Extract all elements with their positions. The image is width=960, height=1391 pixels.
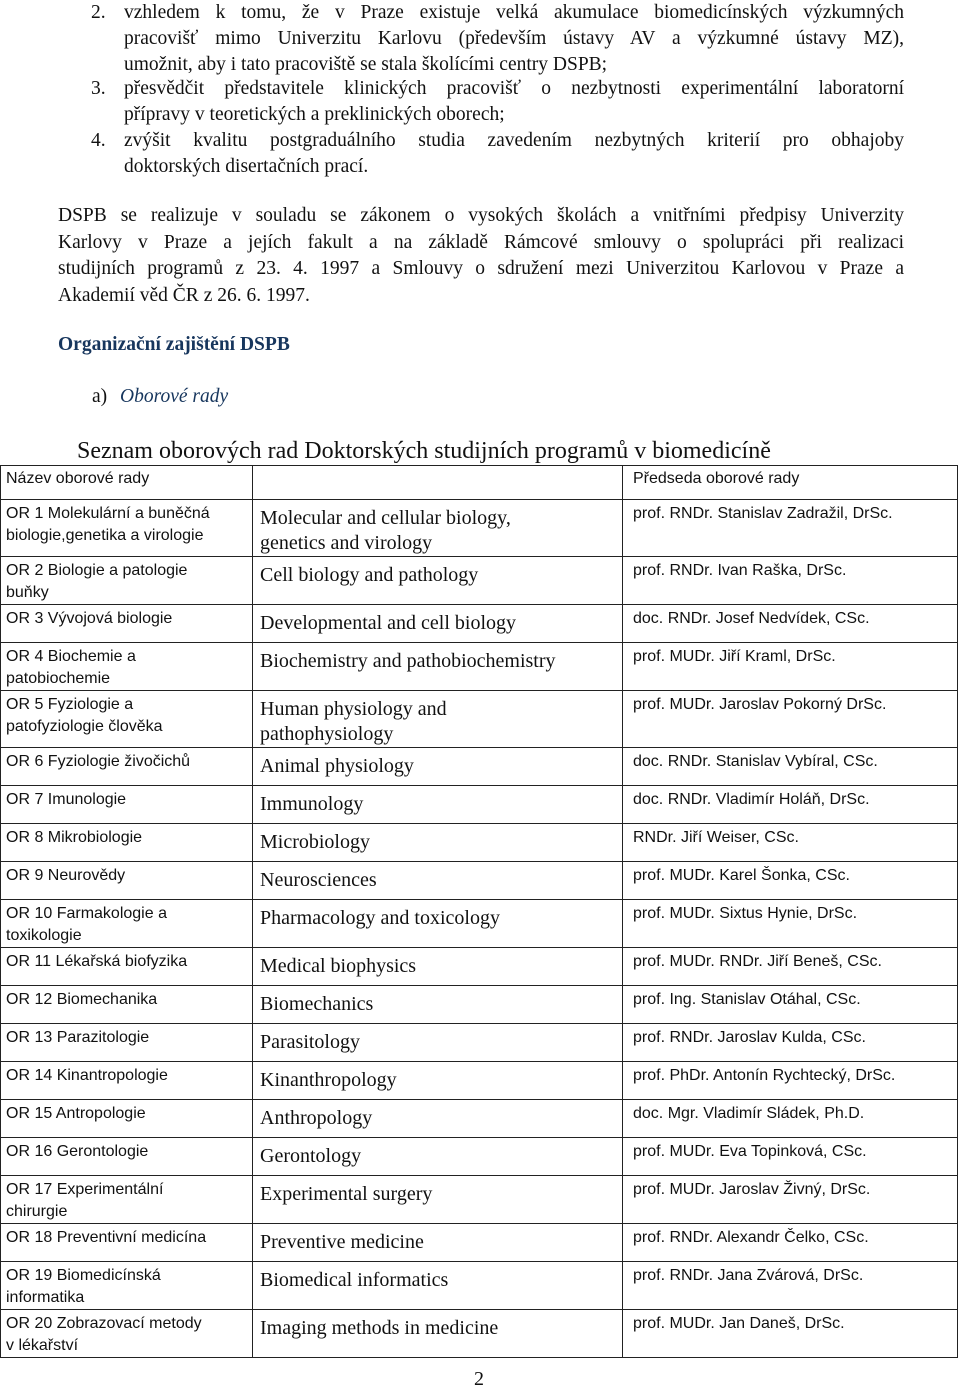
council-name-line: OR 14 Kinantropologie bbox=[6, 1067, 168, 1084]
council-name bbox=[1, 1138, 253, 1176]
council-name-line: OR 12 Biomechanika bbox=[6, 991, 158, 1008]
council-name bbox=[1, 1176, 253, 1224]
body-paragraph bbox=[58, 203, 904, 309]
council-english-name-line: Developmental and cell biology bbox=[260, 612, 517, 634]
text-line: DSPB se realizuje v souladu se zákonem o vysokých školách a vnitřními předpisy Univerzity bbox=[58, 205, 904, 226]
list-item-number: 2. bbox=[91, 2, 106, 23]
council-name bbox=[1, 824, 253, 862]
council-english-name bbox=[253, 1100, 623, 1138]
council-name bbox=[1, 1062, 253, 1100]
council-chair bbox=[623, 1024, 958, 1062]
council-name bbox=[1, 862, 253, 900]
council-chair bbox=[623, 1224, 958, 1262]
text-line: studijních programů z 23. 4. 1997 a Smlouvy o sdružení mezi Univerzitou Karlovou v Praze a bbox=[58, 258, 904, 279]
council-chair-line: doc. RNDr. Vladimír Holáň, DrSc. bbox=[633, 791, 870, 808]
council-english-name bbox=[253, 900, 623, 948]
council-chair bbox=[623, 1310, 958, 1358]
council-english-name bbox=[253, 643, 623, 691]
council-name-line: OR 16 Gerontologie bbox=[6, 1143, 149, 1160]
council-english-name-line: Immunology bbox=[260, 793, 364, 815]
council-name bbox=[1, 986, 253, 1024]
council-name-line: OR 6 Fyziologie živočichů bbox=[6, 753, 191, 770]
council-english-name-line: Parasitology bbox=[260, 1031, 360, 1053]
table-row bbox=[1, 605, 958, 643]
text-line: přesvědčit představitele klinických pracovišť o nezbytnosti experimentální laboratorní bbox=[124, 78, 904, 99]
council-chair-line: prof. RNDr. Stanislav Zadražil, DrSc. bbox=[633, 505, 893, 522]
table-row bbox=[1, 900, 958, 948]
section-heading: Organizační zajištění DSPB bbox=[58, 334, 290, 355]
council-chair bbox=[623, 1262, 958, 1310]
council-name-line: OR 8 Mikrobiologie bbox=[6, 829, 143, 846]
council-english-name bbox=[253, 1062, 623, 1100]
council-english-name-line: Medical biophysics bbox=[260, 955, 417, 977]
council-english-name-line: Microbiology bbox=[260, 831, 370, 853]
council-name bbox=[1, 691, 253, 748]
council-name-line: OR 10 Farmakologie a bbox=[6, 905, 167, 922]
table-row bbox=[1, 1310, 958, 1358]
table-title: Seznam oborových rad Doktorských studijních programů v biomedicíně bbox=[77, 438, 771, 464]
council-chair-line: prof. MUDr. RNDr. Jiří Beneš, CSc. bbox=[633, 953, 882, 970]
table-row bbox=[1, 824, 958, 862]
text-line: pracovišť mimo Univerzitu Karlovu (především ústavy AV a výzkumné ústavy MZ), bbox=[124, 28, 904, 49]
council-english-name-line: Imaging methods in medicine bbox=[260, 1317, 499, 1339]
list-item-text bbox=[124, 76, 904, 128]
list-item-number: 3. bbox=[91, 78, 106, 99]
council-name bbox=[1, 557, 253, 605]
council-chair bbox=[623, 557, 958, 605]
table-row bbox=[1, 748, 958, 786]
council-name bbox=[1, 643, 253, 691]
council-name-line: OR 11 Lékařská biofyzika bbox=[6, 953, 188, 970]
table-row bbox=[1, 691, 958, 748]
council-name-line: OR 15 Antropologie bbox=[6, 1105, 146, 1122]
council-chair-line: prof. MUDr. Sixtus Hynie, DrSc. bbox=[633, 905, 858, 922]
council-english-name-line: Gerontology bbox=[260, 1145, 362, 1167]
council-english-name bbox=[253, 1138, 623, 1176]
council-chair bbox=[623, 1138, 958, 1176]
council-english-name-line: Experimental surgery bbox=[260, 1183, 433, 1205]
table-row bbox=[1, 948, 958, 986]
council-name-line: biologie,genetika a virologie bbox=[6, 527, 204, 544]
header-name: Název oborové rady bbox=[1, 466, 253, 500]
table-row bbox=[1, 1138, 958, 1176]
council-chair-line: prof. MUDr. Jaroslav Živný, DrSc. bbox=[633, 1181, 871, 1198]
council-english-name-line: Anthropology bbox=[260, 1107, 373, 1129]
text-line: zvýšit kvalitu postgraduálního studia zavedením nezbytných kriterií pro obhajoby bbox=[124, 130, 904, 151]
table-row bbox=[1, 1176, 958, 1224]
council-chair bbox=[623, 862, 958, 900]
council-chair-line: prof. RNDr. Jana Zvárová, DrSc. bbox=[633, 1267, 864, 1284]
council-name-line: OR 20 Zobrazovací metody bbox=[6, 1315, 202, 1332]
list-item-number: 4. bbox=[91, 130, 106, 151]
council-name bbox=[1, 500, 253, 557]
council-chair-line: prof. RNDr. Jaroslav Kulda, CSc. bbox=[633, 1029, 866, 1046]
table-row bbox=[1, 786, 958, 824]
council-chair-line: prof. RNDr. Alexandr Čelko, CSc. bbox=[633, 1229, 869, 1246]
council-chair bbox=[623, 948, 958, 986]
council-chair bbox=[623, 1176, 958, 1224]
council-name bbox=[1, 948, 253, 986]
council-chair-line: RNDr. Jiří Weiser, CSc. bbox=[633, 829, 799, 846]
council-name-line: OR 18 Preventivní medicína bbox=[6, 1229, 207, 1246]
council-english-name-line: Molecular and cellular biology, bbox=[260, 507, 511, 529]
council-chair-line: prof. RNDr. Ivan Raška, DrSc. bbox=[633, 562, 847, 579]
council-chair bbox=[623, 1100, 958, 1138]
council-english-name-line: Neurosciences bbox=[260, 869, 377, 891]
council-name bbox=[1, 605, 253, 643]
table-row bbox=[1, 986, 958, 1024]
council-name-line: OR 17 Experimentální bbox=[6, 1181, 164, 1198]
council-name-line: toxikologie bbox=[6, 927, 82, 944]
subsection-label: Oborové rady bbox=[120, 386, 229, 407]
council-english-name-line: Biomechanics bbox=[260, 993, 374, 1015]
table-row bbox=[1, 1024, 958, 1062]
council-name-line: OR 5 Fyziologie a bbox=[6, 696, 134, 713]
council-chair-line: prof. MUDr. Jan Daneš, DrSc. bbox=[633, 1315, 845, 1332]
council-english-name-line: Biochemistry and pathobiochemistry bbox=[260, 650, 556, 672]
council-name-line: v lékařství bbox=[6, 1337, 79, 1354]
council-name-line: OR 7 Imunologie bbox=[6, 791, 127, 808]
council-english-name-line: genetics and virology bbox=[260, 532, 433, 554]
council-name-line: OR 3 Vývojová biologie bbox=[6, 610, 173, 627]
subsection-heading bbox=[92, 386, 228, 408]
header-english bbox=[253, 466, 623, 500]
council-chair-line: doc. Mgr. Vladimír Sládek, Ph.D. bbox=[633, 1105, 865, 1122]
table-row bbox=[1, 643, 958, 691]
councils-table bbox=[0, 465, 958, 1358]
council-name bbox=[1, 1100, 253, 1138]
council-chair-line: prof. MUDr. Karel Šonka, CSc. bbox=[633, 867, 850, 884]
council-name bbox=[1, 900, 253, 948]
council-english-name bbox=[253, 691, 623, 748]
council-name-line: OR 13 Parazitologie bbox=[6, 1029, 150, 1046]
council-name bbox=[1, 748, 253, 786]
council-english-name bbox=[253, 862, 623, 900]
council-english-name-line: Preventive medicine bbox=[260, 1231, 424, 1253]
council-english-name bbox=[253, 748, 623, 786]
council-name-line: OR 19 Biomedicínská bbox=[6, 1267, 161, 1284]
council-name bbox=[1, 1224, 253, 1262]
council-chair bbox=[623, 900, 958, 948]
subsection-marker: a) bbox=[92, 386, 108, 407]
table-row bbox=[1, 862, 958, 900]
council-english-name bbox=[253, 986, 623, 1024]
council-chair bbox=[623, 691, 958, 748]
header-chair: Předseda oborové rady bbox=[623, 466, 958, 500]
text-line: Karlovy v Praze a jejích fakult a na základě Rámcové smlouvy o spolupráci při realizaci bbox=[58, 231, 904, 253]
table-header-row bbox=[1, 466, 958, 500]
council-chair bbox=[623, 748, 958, 786]
council-english-name-line: Biomedical informatics bbox=[260, 1269, 449, 1291]
council-english-name bbox=[253, 1024, 623, 1062]
council-chair bbox=[623, 986, 958, 1024]
council-english-name bbox=[253, 824, 623, 862]
council-english-name-line: pathophysiology bbox=[260, 723, 394, 745]
council-english-name-line: Animal physiology bbox=[260, 755, 414, 777]
council-english-name bbox=[253, 1262, 623, 1310]
page-number: 2 bbox=[474, 1368, 484, 1390]
council-name-line: chirurgie bbox=[6, 1203, 68, 1220]
council-name bbox=[1, 786, 253, 824]
council-english-name-line: Kinanthropology bbox=[260, 1069, 397, 1091]
council-chair-line: doc. RNDr. Stanislav Vybíral, CSc. bbox=[633, 753, 878, 770]
council-english-name bbox=[253, 1310, 623, 1358]
council-chair bbox=[623, 643, 958, 691]
council-name-line: patofyziologie člověka bbox=[6, 718, 163, 735]
text-line: doktorských disertačních prací. bbox=[124, 156, 369, 177]
council-name-line: OR 1 Molekulární a buněčná bbox=[6, 505, 210, 522]
council-name-line: informatika bbox=[6, 1289, 85, 1306]
council-name-line: patobiochemie bbox=[6, 670, 111, 687]
council-name-line: OR 4 Biochemie a bbox=[6, 648, 136, 665]
council-chair-line: prof. MUDr. Jiří Kraml, DrSc. bbox=[633, 648, 836, 665]
council-english-name bbox=[253, 948, 623, 986]
table-row bbox=[1, 1224, 958, 1262]
table-row bbox=[1, 1062, 958, 1100]
council-name bbox=[1, 1262, 253, 1310]
council-chair-line: prof. PhDr. Antonín Rychtecký, DrSc. bbox=[633, 1067, 896, 1084]
council-name-line: OR 9 Neurovědy bbox=[6, 867, 126, 884]
council-english-name bbox=[253, 605, 623, 643]
council-english-name bbox=[253, 1224, 623, 1262]
list-item-text bbox=[124, 128, 904, 180]
council-english-name bbox=[253, 1176, 623, 1224]
council-name bbox=[1, 1310, 253, 1358]
text-line: přípravy v teoretických a preklinických oborech; bbox=[124, 104, 505, 125]
table-row bbox=[1, 500, 958, 557]
council-english-name-line: Pharmacology and toxicology bbox=[260, 907, 500, 929]
council-english-name-line: Human physiology and bbox=[260, 698, 447, 720]
table-row bbox=[1, 1100, 958, 1138]
council-english-name-line: Cell biology and pathology bbox=[260, 564, 479, 586]
council-chair-line: doc. RNDr. Josef Nedvídek, CSc. bbox=[633, 610, 870, 627]
council-chair-line: prof. MUDr. Eva Topinková, CSc. bbox=[633, 1143, 867, 1160]
table-row bbox=[1, 557, 958, 605]
council-chair bbox=[623, 605, 958, 643]
council-chair-line: prof. MUDr. Jaroslav Pokorný DrSc. bbox=[633, 696, 887, 713]
text-line: umožnit, aby i tato pracoviště se stala školícími centry DSPB; bbox=[124, 54, 608, 75]
list-item-text bbox=[124, 0, 904, 78]
council-name bbox=[1, 1024, 253, 1062]
council-chair bbox=[623, 824, 958, 862]
text-line: Akademií věd ČR z 26. 6. 1997. bbox=[58, 284, 310, 306]
text-line: vzhledem k tomu, že v Praze existuje velká akumulace biomedicínských výzkumných bbox=[124, 2, 904, 23]
council-english-name bbox=[253, 557, 623, 605]
table-row bbox=[1, 1262, 958, 1310]
council-chair bbox=[623, 500, 958, 557]
council-name-line: OR 2 Biologie a patologie bbox=[6, 562, 188, 579]
council-name-line: buňky bbox=[6, 584, 49, 601]
council-english-name bbox=[253, 500, 623, 557]
council-chair bbox=[623, 1062, 958, 1100]
council-english-name bbox=[253, 786, 623, 824]
council-chair bbox=[623, 786, 958, 824]
council-chair-line: prof. Ing. Stanislav Otáhal, CSc. bbox=[633, 991, 861, 1008]
